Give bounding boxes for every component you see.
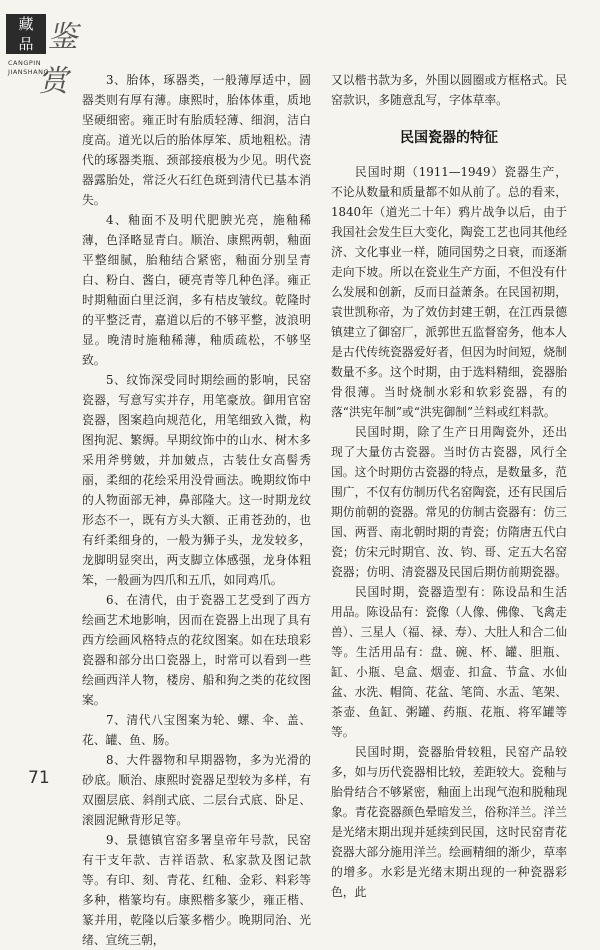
- logo-english: [8, 59, 49, 77]
- paragraph-right-4: 民国时期，瓷器胎骨较粗，民窑产品较多，如与历代瓷器相比较，差距较大。瓷釉与胎骨结合不够紧密，釉面上出现气泡和脱釉现象。青花瓷器颜色晕暗发兰，俗称洋兰。洋兰是光绪末期出现并延续到民国，这时民窑青花瓷器大部分施用洋兰。绘画精细的渐少，草率的增多。水彩是光绪末期出现的一种瓷器彩色，此: [331, 745, 567, 899]
- magazine-logo: [6, 14, 86, 99]
- paragraph-right-2: 民国时期，除了生产日用陶瓷外，还出现了大量仿古瓷器。当时仿古瓷器，风行全国。这个时期仿古瓷器的特点，是数量多，范围广，不仅有仿制历代名窑陶瓷，还有民国后期仿前朝的瓷器。常见的仿制古瓷器有：仿三国、两晋、南北朝时期的青瓷；仿隋唐五代白瓷；仿宋元时期官、汝、钧、哥、定五大名窑瓷器；仿明、清瓷器及民国后期仿前期瓷器。: [331, 425, 567, 579]
- paragraph-right-1: 民国时期（1911—1949）瓷器生产，不论从数量和质量都不如从前了。总的看来，1840年（道光二十年）鸦片战争以后，由于我国社会发生巨大变化，陶瓷工艺也同其他经济、文化事业一样，随同国势之日衰，而逐渐走向下坡。所以在瓷业生产方面，不但没有什么发展和创新，反而日益萧条。在民国初期，袁世凯称帝，为了效仿封建王朝，在江西景德镇建立了御窑厂，派郭世五监督窑务，他本人是古代传统瓷器爱好者，但因为时间短，烧制数量不多。这个时期，由于选料精细，瓷器胎骨很薄。当时烧制水彩和软彩瓷器，有的落“洪宪年制”或“洪宪御制”兰料或红料款。: [331, 165, 567, 419]
- logo-english-line1: CANGPIN: [8, 59, 42, 67]
- logo-box: [6, 14, 46, 54]
- logo-char-2: 品: [18, 35, 34, 53]
- paragraph-left-6: 8、大件器物和早期器物，多为光滑的砂底。顺治、康熙时瓷器足型较为多样，有双圈层底、斜削式底、二层台式底、卧足、滚圆泥鳅背形足等。: [82, 753, 311, 827]
- paragraph-right-continued: 又以楷书款为多，外围以圆圈或方框格式。民窑款识，多随意乱写，字体草率。: [331, 73, 567, 107]
- paragraph-left-3: 5、纹饰深受同时期绘画的影响，民窑瓷器，写意写实并存，用笔豪放。御用官窑瓷器，图案趋向规范化，用笔细致入微，构图拘泥、繁缛。早期纹饰中的山水、树木多采用斧劈皴，并加皴点，古装仕女高髻秀丽，柔细的花绘采用没骨画法。晚期纹饰中的人物面部无神，鼻部隆大。这一时期龙纹形态不一，既有方头大额、正甫苍劲的，也有纤柔细身的，一般为狮子头，龙发较多，龙脚明显突出，两支脚立体感强，龙身体粗笨，一般画为四爪和五爪，如同鸡爪。: [82, 373, 311, 587]
- section-title: 民国瓷器的特征: [400, 130, 498, 146]
- logo-char-1: 藏: [18, 15, 34, 33]
- paragraph-right-3: 民国时期，瓷器造型有：陈设品和生活用品。陈设品有：瓷像（人像、佛像、飞禽走兽）、三星人（福、禄、寿）、大肚人和合二仙等。生活用品有：盘、碗、杯、罐、胆瓶、缸、小瓶、皂盒、烟壶、扣盒、节盒、水仙盆、水洗、帽筒、花盆、笔筒、水盂、笔架、茶壶、鱼缸、粥罐、药瓶、花瓶、将军罐等等。: [331, 585, 567, 739]
- paragraph-left-5: 7、清代八宝图案为轮、螺、伞、盖、花、罐、鱼、肠。: [82, 713, 311, 747]
- paragraph-left-4: 6、在清代，由于瓷器工艺受到了西方绘画艺术地影响，因而在瓷器上出现了具有西方绘画风格特点的花纹图案。如在珐琅彩瓷器和部分出口瓷器上，时常可以看到一些绘画西洋人物，楼房、船和狗之类的花纹图案。: [82, 593, 311, 707]
- paragraph-left-2: 4、釉面不及明代肥腴光亮，施釉稀薄，色泽略显青白。顺治、康熙两朝，釉面平整细腻，胎釉结合紧密，釉面分别呈青白、粉白、酱白，硬亮青等几种色泽。雍正时期釉面白里泛润，多有桔皮皱纹。乾隆时的平整泛青，嘉道以后的不够平整，波浪明显。晚清时施釉稀薄，釉质疏松，不够坚致。: [82, 213, 311, 367]
- paragraph-left-1: 3、胎体，琢器类，一般薄厚适中，圆器类则有厚有薄。康熙时，胎体体重，质地坚硬细密。雍正时有胎质轻薄、细润，洁白度高。道光以后的胎体厚笨、质地粗松。清代的琢器类瓶、颈部接痕极为少见。明代瓷器露胎处，常泛火石红色斑到清代已基本消失。: [82, 73, 311, 207]
- logo-english-line2: JIANSHANG: [8, 68, 50, 76]
- logo-calligraphy: 鉴赏: [36, 20, 82, 99]
- left-column: [82, 70, 311, 950]
- right-column: [331, 70, 567, 902]
- page-number: 71: [28, 768, 50, 788]
- paragraph-left-7: 9、景德镇官窑多署皇帝年号款，民窑有干支年款、吉祥语款、私家款及图记款等。有印、刻、青花、红釉、金彩、料彩等多种，楷篆均有。康熙楷多篆少，雍正楷、篆并用，乾隆以后篆多楷少。晚期同治、光绪、宣统三朝，: [82, 833, 311, 947]
